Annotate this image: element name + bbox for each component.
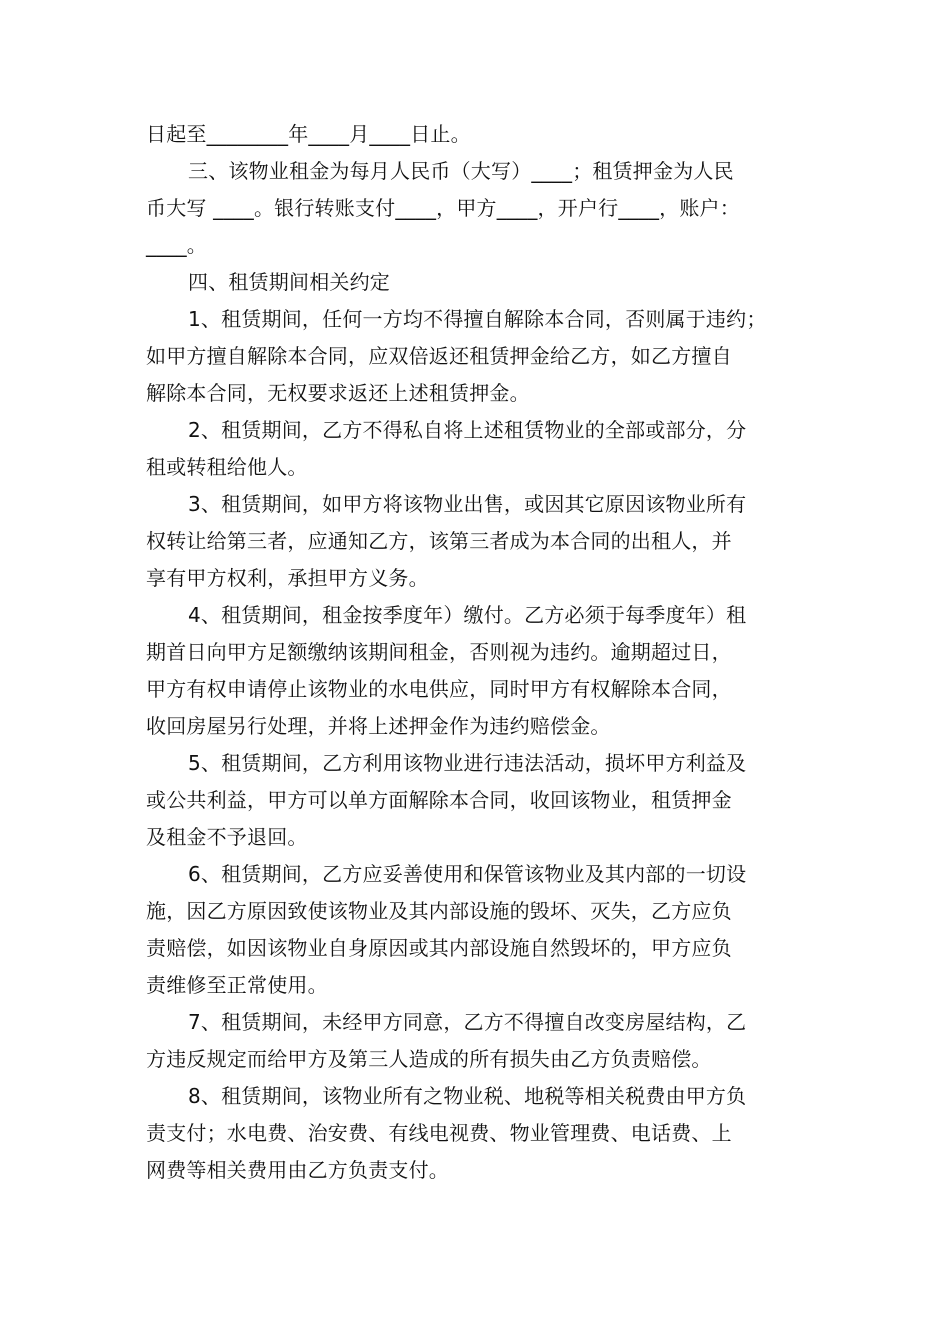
text-line: 币大写 ____。银行转账支付____，甲方____，开户行____，账户： bbox=[146, 196, 740, 220]
text-line: 责支付；水电费、治安费、有线电视费、物业管理费、电话费、上 bbox=[146, 1121, 732, 1145]
text-line: 解除本合同，无权要求返还上述租赁押金。 bbox=[146, 381, 530, 405]
text-line: 收回房屋另行处理，并将上述押金作为违约赔偿金。 bbox=[146, 714, 611, 738]
text-line: 2、租赁期间，乙方不得私自将上述租赁物业的全部或部分，分 bbox=[188, 418, 747, 442]
text-line: 期首日向甲方足额缴纳该期间租金，否则视为违约。逾期超过日， bbox=[146, 640, 732, 664]
text-line: 4、租赁期间，租金按季度年）缴付。乙方必须于每季度年）租 bbox=[188, 603, 747, 627]
text-line: 8、租赁期间，该物业所有之物业税、地税等相关税费由甲方负 bbox=[188, 1084, 747, 1108]
text-line: 方违反规定而给甲方及第三人造成的所有损失由乙方负责赔偿。 bbox=[146, 1047, 712, 1071]
text-line: 施，因乙方原因致使该物业及其内部设施的毁坏、灭失，乙方应负 bbox=[146, 899, 732, 923]
text-line: ____。 bbox=[146, 233, 207, 257]
text-line: 1、租赁期间，任何一方均不得擅自解除本合同，否则属于违约； bbox=[188, 307, 767, 331]
text-line: 享有甲方权利，承担甲方义务。 bbox=[146, 566, 429, 590]
text-line: 3、租赁期间，如甲方将该物业出售，或因其它原因该物业所有 bbox=[188, 492, 747, 516]
text-line: 如甲方擅自解除本合同，应双倍返还租赁押金给乙方，如乙方擅自 bbox=[146, 344, 732, 368]
text-line: 甲方有权申请停止该物业的水电供应，同时甲方有权解除本合同， bbox=[146, 677, 732, 701]
text-line: 网费等相关费用由乙方负责支付。 bbox=[146, 1158, 449, 1182]
section-heading: 四、租赁期间相关约定 bbox=[188, 270, 390, 294]
text-line: 责赔偿，如因该物业自身原因或其内部设施自然毁坏的，甲方应负 bbox=[146, 936, 732, 960]
text-line: 租或转租给他人。 bbox=[146, 455, 308, 479]
text-line: 三、该物业租金为每月人民币（大写）____；租赁押金为人民 bbox=[188, 159, 734, 183]
text-line: 日起至________年____月____日止。 bbox=[146, 122, 471, 146]
text-line: 7、租赁期间，未经甲方同意，乙方不得擅自改变房屋结构，乙 bbox=[188, 1010, 747, 1034]
text-line: 或公共利益，甲方可以单方面解除本合同，收回该物业，租赁押金 bbox=[146, 788, 732, 812]
text-line: 权转让给第三者，应通知乙方，该第三者成为本合同的出租人，并 bbox=[146, 529, 732, 553]
contract-text bbox=[146, 116, 810, 1189]
text-line: 及租金不予退回。 bbox=[146, 825, 308, 849]
text-line: 5、租赁期间，乙方利用该物业进行违法活动，损坏甲方利益及 bbox=[188, 751, 747, 775]
text-line: 责维修至正常使用。 bbox=[146, 973, 328, 997]
text-line: 6、租赁期间，乙方应妥善使用和保管该物业及其内部的一切设 bbox=[188, 862, 747, 886]
